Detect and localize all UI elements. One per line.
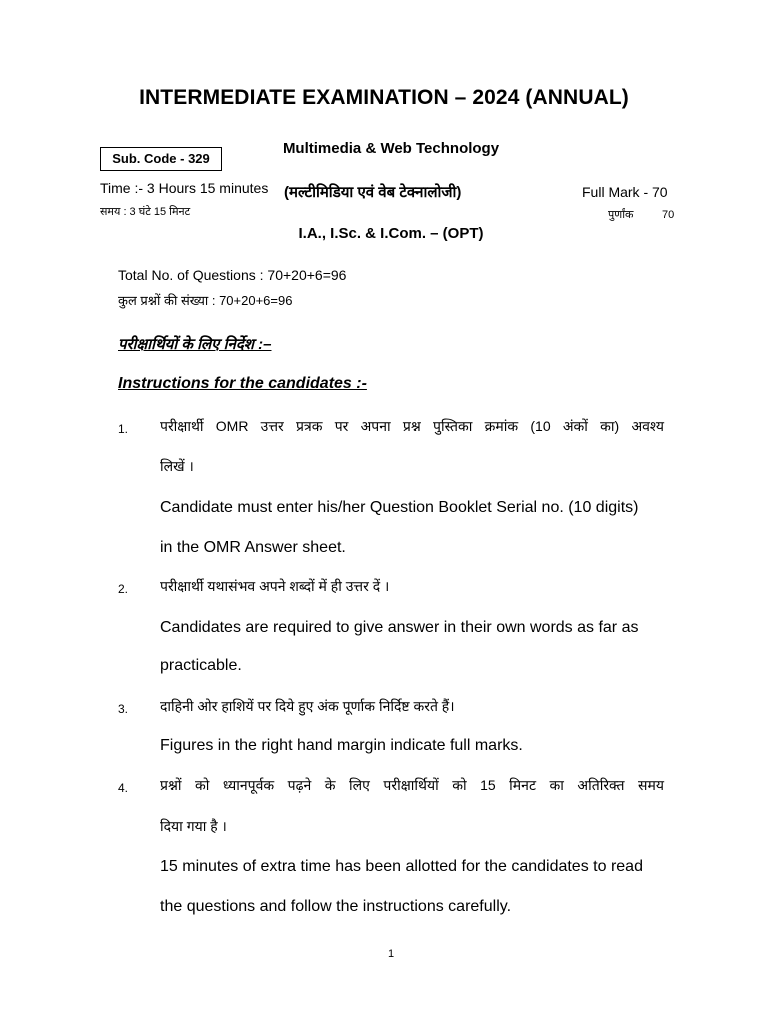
instruction-hindi-line: दाहिनी ओर हाशियें पर दिये हुए अंक पूर्णाक निर्दिष्ट करते हैं।: [160, 698, 455, 714]
instruction-english-line: Candidate must enter his/her Question Booklet Serial no. (10 digits): [160, 499, 639, 516]
instruction-english-line: Candidates are required to give answer in their own words as far as: [160, 619, 639, 636]
total-questions-english: Total No. of Questions : 70+20+6=96: [118, 267, 347, 283]
instruction-english-line: the questions and follow the instructions carefully.: [160, 898, 512, 915]
time-english: Time :- 3 Hours 15 minutes: [100, 180, 269, 196]
subject-name-hindi: (मल्टीमिडिया एवं वेब टेक्नालोजी): [284, 184, 462, 201]
time-hindi: समय : 3 घंटे 15 मिनट: [100, 206, 191, 218]
exam-title: INTERMEDIATE EXAMINATION – 2024 (ANNUAL): [139, 86, 629, 109]
instruction-number: 3.: [118, 702, 129, 716]
instruction-english-line: in the OMR Answer sheet.: [160, 539, 346, 556]
instruction-hindi-line: परीक्षार्थी यथासंभव अपने शब्दों में ही उत्तर दें ।: [160, 578, 390, 594]
streams-line: I.A., I.Sc. & I.Com. – (OPT): [298, 225, 484, 242]
instruction-hindi-line: प्रश्नों को ध्यानपूर्वक पढ़ने के लिए परीक्षार्थियों को 15 मिनट का अतिरिक्त समय: [160, 777, 664, 793]
subject-name-english: Multimedia & Web Technology: [282, 140, 500, 157]
instructions-heading-english: Instructions for the candidates :-: [118, 375, 367, 392]
instruction-english-line: Figures in the right hand margin indicate full marks.: [160, 737, 523, 754]
instruction-number: 4.: [118, 781, 129, 795]
instruction-hindi-line: दिया गया है ।: [160, 818, 227, 834]
instructions-heading-hindi: परीक्षार्थियों के लिए निर्देश :–: [118, 336, 272, 353]
instruction-hindi-line: लिखें ।: [160, 458, 194, 474]
full-mark-hindi-value: 70: [662, 209, 675, 221]
instruction-number: 2.: [118, 582, 129, 596]
instruction-english-line: 15 minutes of extra time has been allotted for the candidates to read: [160, 858, 643, 875]
instruction-hindi-line: परीक्षार्थी OMR उत्तर प्रत्रक पर अपना प्रश्न पुस्तिका क्रमांक (10 अंकों का) अवश्य: [160, 418, 664, 434]
subject-code-box: Sub. Code - 329: [100, 147, 222, 171]
full-mark-hindi-label: पुर्णांक: [608, 209, 634, 221]
instruction-english-line: practicable.: [160, 657, 242, 674]
page-number: 1: [387, 948, 395, 960]
instruction-number: 1.: [118, 422, 129, 436]
total-questions-hindi: कुल प्रश्नों की संख्या : 70+20+6=96: [118, 293, 293, 308]
full-mark-english: Full Mark - 70: [582, 184, 668, 200]
